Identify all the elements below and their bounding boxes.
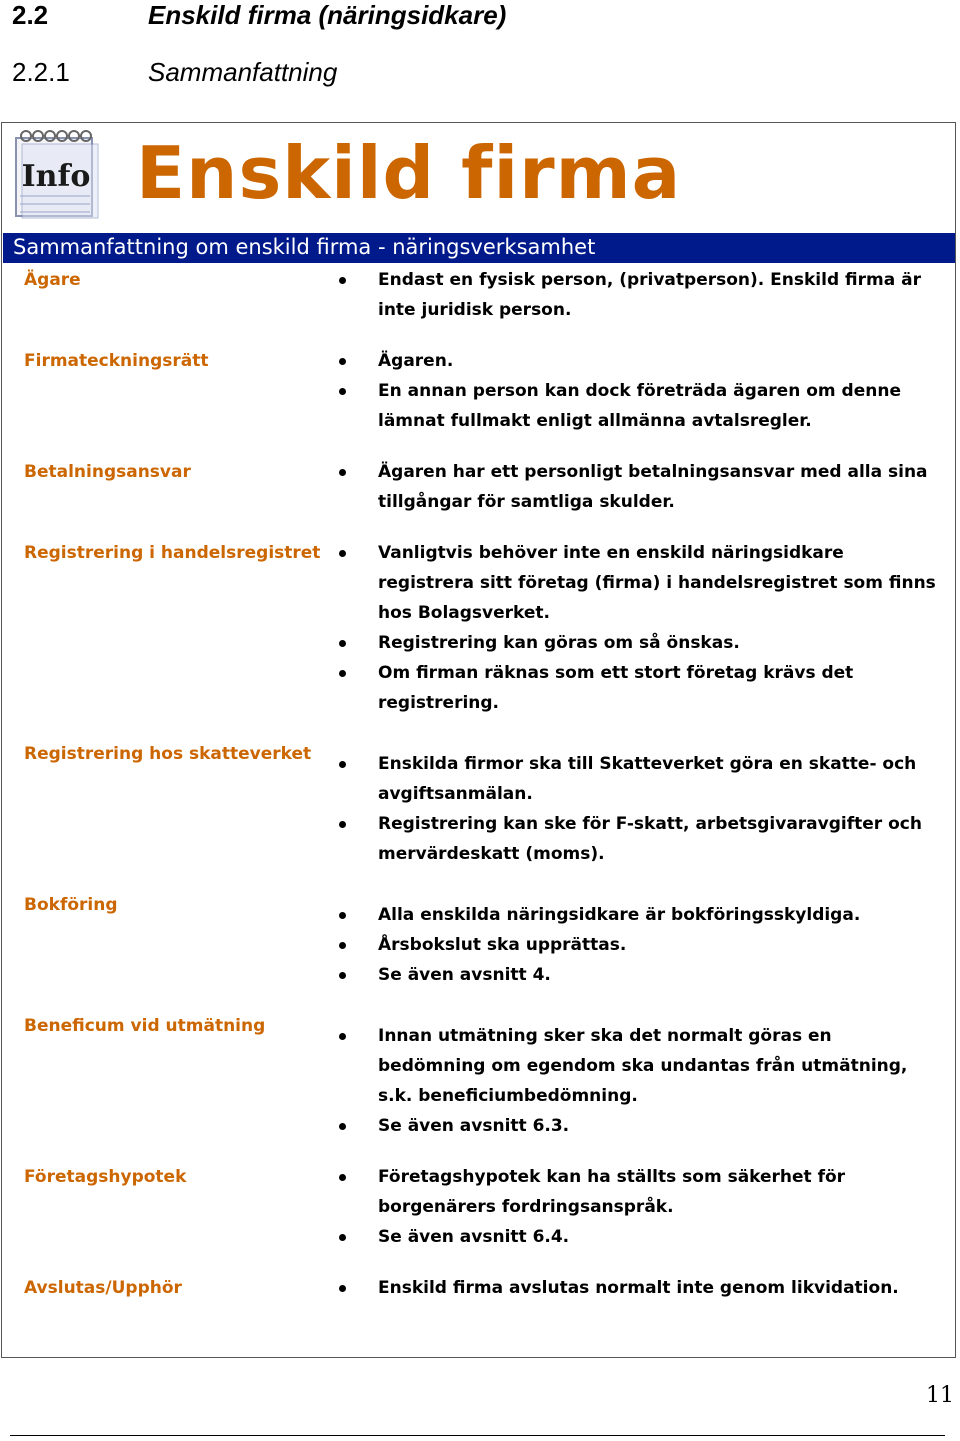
- row-item: Se även avsnitt 6.3.: [378, 1116, 570, 1136]
- row-item: En annan person kan dock företräda ägaren om denne lämnat fullmakt enligt allmänna avtalsregler.: [378, 381, 901, 431]
- row-label: Avslutas/Upphör: [24, 1278, 182, 1298]
- bullet-icon: [339, 640, 346, 647]
- section-title: Enskild firma (näringsidkare): [148, 0, 507, 30]
- info-notepad-icon: [12, 128, 102, 220]
- bullet-icon: [339, 388, 346, 395]
- subsection-title: Sammanfattning: [148, 57, 338, 87]
- bullet-icon: [339, 358, 346, 365]
- page-number: 11: [926, 1383, 954, 1408]
- row-item: Ägaren har ett personligt betalningsansvar med alla sina tillgångar för samtliga skulder.: [378, 462, 928, 512]
- row-label: Registrering i handelsregistret: [24, 543, 321, 563]
- bullet-icon: [339, 469, 346, 476]
- row-item: Enskild firma avslutas normalt inte genom likvidation.: [378, 1278, 899, 1298]
- bullet-icon: [339, 942, 346, 949]
- row-item: Enskilda firmor ska till Skatteverket göra en skatte- och avgiftsanmälan.: [378, 754, 917, 804]
- bullet-icon: [339, 912, 346, 919]
- section-number: 2.2: [12, 0, 49, 30]
- bullet-icon: [339, 1285, 346, 1292]
- footer-rule: [10, 1435, 945, 1436]
- bullet-icon: [339, 1033, 346, 1040]
- subsection-number: 2.2.1: [12, 57, 70, 87]
- row-label: Bokföring: [24, 895, 118, 915]
- bullet-icon: [339, 277, 346, 284]
- summary-bar-text: Sammanfattning om enskild firma - näringsverksamhet: [13, 235, 596, 259]
- row-label: Företagshypotek: [24, 1167, 187, 1187]
- row-item: Ägaren.: [378, 351, 454, 371]
- row-item: Innan utmätning sker ska det normalt göras en bedömning om egendom ska undantas från utmätning, s.k. beneficiumbedömning.: [378, 1026, 908, 1106]
- row-item: Se även avsnitt 4.: [378, 965, 551, 985]
- box-title: Enskild firma: [136, 131, 682, 215]
- row-item: Alla enskilda näringsidkare är bokföringsskyldiga.: [378, 905, 861, 925]
- bullet-icon: [339, 972, 346, 979]
- row-label: Registrering hos skatteverket: [24, 744, 312, 764]
- row-label: Firmateckningsrätt: [24, 351, 209, 371]
- row-item: Årsbokslut ska upprättas.: [378, 935, 627, 955]
- row-item: Om firman räknas som ett stort företag krävs det registrering.: [378, 663, 854, 713]
- summary-bar: [3, 233, 955, 263]
- row-label: Betalningsansvar: [24, 462, 191, 482]
- bullet-icon: [339, 670, 346, 677]
- bullet-icon: [339, 550, 346, 557]
- bullet-icon: [339, 821, 346, 828]
- row-item: Endast en fysisk person, (privatperson). Enskild firma är inte juridisk person.: [378, 270, 921, 320]
- row-item: Se även avsnitt 6.4.: [378, 1227, 570, 1247]
- row-item: Registrering kan ske för F-skatt, arbetsgivaravgifter och mervärdeskatt (moms).: [378, 814, 922, 864]
- row-item: Registrering kan göras om så önskas.: [378, 633, 740, 653]
- bullet-icon: [339, 1123, 346, 1130]
- info-icon-text: Info: [21, 159, 91, 194]
- row-item: Företagshypotek kan ha ställts som säkerhet för borgenärers fordringsanspråk.: [378, 1167, 846, 1217]
- bullet-icon: [339, 1234, 346, 1241]
- row-item: Vanligtvis behöver inte en enskild näringsidkare registrera sitt företag (firma) i handelsregistret som finns hos Bolagsverket.: [378, 543, 936, 623]
- row-label: Beneficum vid utmätning: [24, 1016, 266, 1036]
- row-label: Ägare: [24, 270, 81, 290]
- bullet-icon: [339, 1174, 346, 1181]
- bullet-icon: [339, 761, 346, 768]
